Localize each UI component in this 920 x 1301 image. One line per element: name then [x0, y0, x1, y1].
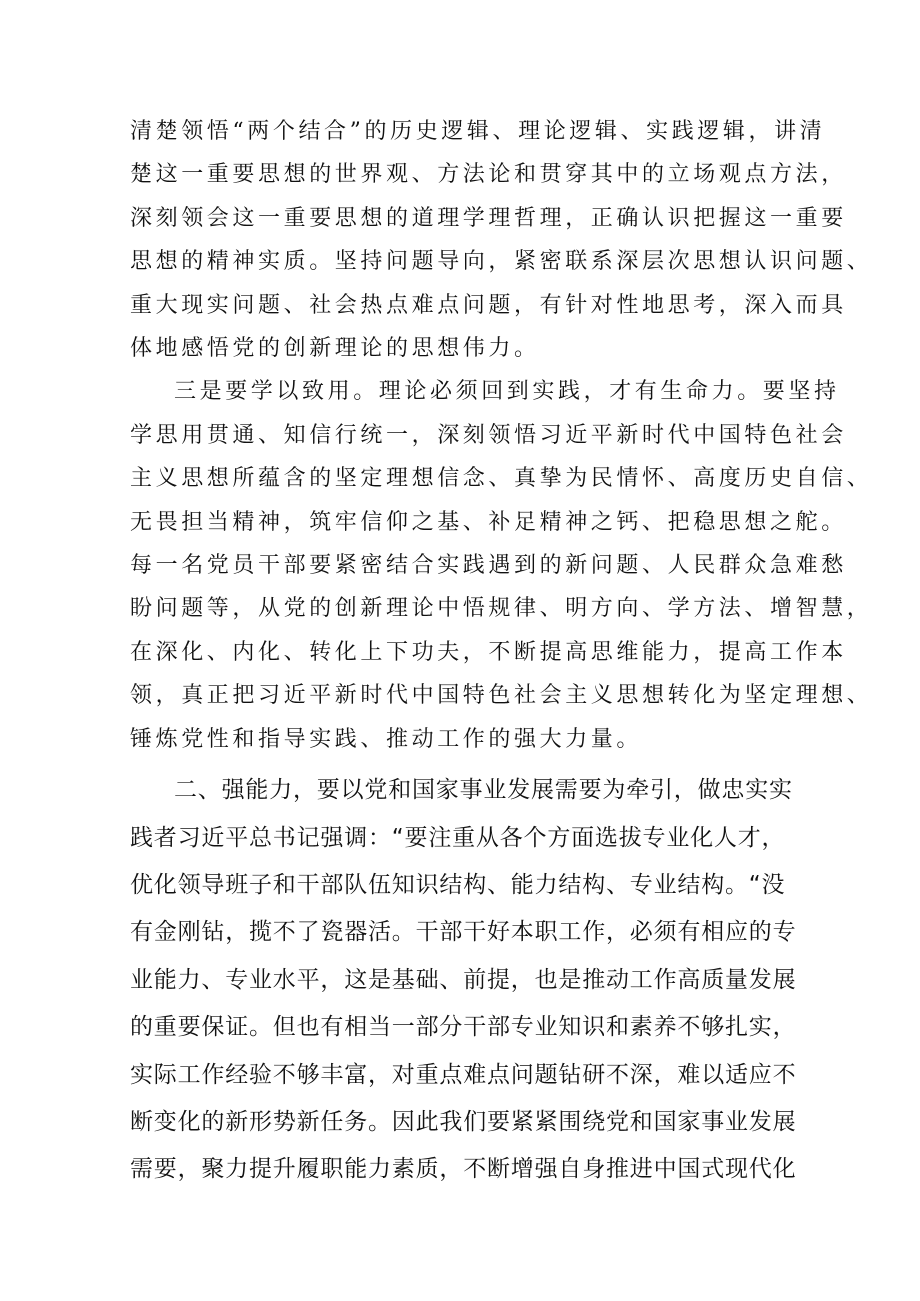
text-line: 三是要学以致用。理论必须回到实践，才有生命力。要坚持 [174, 379, 840, 405]
text-line: 思想的精神实质。坚持问题导向，紧密联系深层次思想认识问题、 [130, 249, 873, 275]
text-line: 的重要保证。但也有相当一部分干部专业知识和素养不够扎实， [130, 1014, 797, 1041]
document-body [130, 110, 873, 1194]
text-line: 领，真正把习近平新时代中国特色社会主义思想转化为坚定理想、 [130, 683, 873, 709]
text-line: 有金刚钻，揽不了瓷器活。干部干好本职工作，必须有相应的专 [130, 919, 797, 946]
text-line: 践者习近平总书记强调：“要注重从各个方面选拔专业化人才， [130, 824, 786, 851]
text-line: 盼问题等，从党的创新理论中悟规律、明方向、学方法、增智慧， [130, 596, 873, 622]
text-line: 业能力、专业水平，这是基础、前提，也是推动工作高质量发展 [130, 966, 797, 993]
text-line: 在深化、内化、转化上下功夫，不断提高思维能力，提高工作本 [130, 639, 847, 665]
text-line: 优化领导班子和干部队伍知识结构、能力结构、专业结构。“没 [130, 871, 786, 898]
paragraph-section-two [130, 767, 802, 1194]
text-line: 二、强能力，要以党和国家事业发展需要为牵引，做忠实实 [174, 777, 793, 804]
text-line: 体地感悟党的创新理论的思想伟力。 [130, 336, 540, 362]
text-line: 楚这一重要思想的世界观、方法论和贯穿其中的立场观点方法， [130, 162, 847, 188]
text-line: 断变化的新形势新任务。因此我们要紧紧围绕党和国家事业发展 [130, 1108, 797, 1135]
paragraph-point-three [130, 370, 873, 761]
text-line: 锤炼党性和指导实践、推动工作的强大力量。 [130, 726, 643, 752]
text-line: 深刻领会这一重要思想的道理学理哲理，正确认识把握这一重要 [130, 205, 847, 231]
text-line: 学思用贯通、知信行统一，深刻领悟习近平新时代中国特色社会 [130, 422, 847, 448]
text-line: 重大现实问题、社会热点难点问题，有针对性地思考，深入而具 [130, 292, 847, 318]
text-line: 清楚领悟“两个结合”的历史逻辑、理论逻辑、实践逻辑，讲清 [130, 119, 826, 144]
text-line: 主义思想所蕴含的坚定理想信念、真挚为民情怀、高度历史自信、 [130, 466, 873, 492]
paragraph-continuation [130, 110, 873, 370]
text-line: 无畏担当精神，筑牢信仰之基、补足精神之钙、把稳思想之舵。 [130, 509, 847, 535]
text-line: 实际工作经验不够丰富，对重点难点问题钻研不深，难以适应不 [130, 1061, 797, 1088]
text-line: 需要，聚力提升履职能力素质，不断增强自身推进中国式现代化 [130, 1156, 797, 1183]
text-line: 每一名党员干部要紧密结合实践遇到的新问题、人民群众急难愁 [130, 553, 847, 579]
